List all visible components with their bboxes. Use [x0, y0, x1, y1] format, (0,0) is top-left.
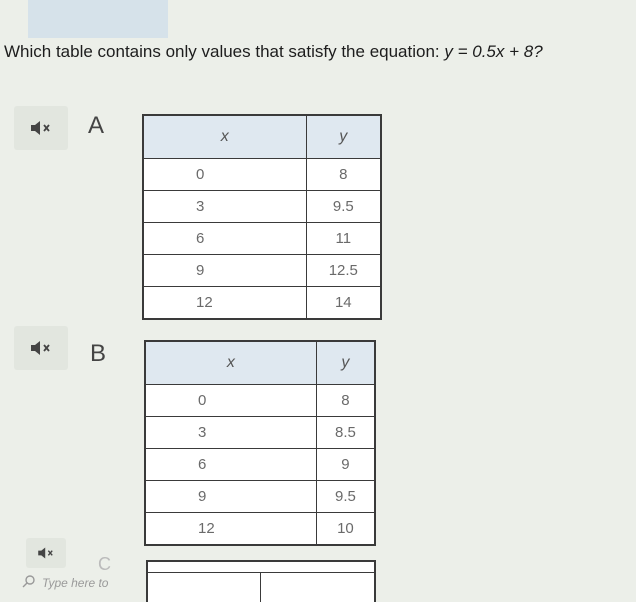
cell-y: 9.5	[306, 191, 381, 223]
cell-x: 9	[143, 255, 306, 287]
table-row	[143, 223, 381, 255]
table-row	[143, 191, 381, 223]
question-prompt: Which table contains only values that satisfy the equation:	[4, 42, 445, 61]
speaker-mute-icon	[29, 119, 53, 137]
cell-y: 8	[306, 159, 381, 191]
table-column-divider	[260, 572, 261, 602]
cell-y: 9	[316, 449, 375, 481]
table-row	[143, 159, 381, 191]
cell-x: 6	[145, 449, 316, 481]
table-row	[143, 255, 381, 287]
table-row	[143, 287, 381, 320]
cell-x: 6	[143, 223, 306, 255]
speaker-mute-icon	[29, 339, 53, 357]
option-c-label[interactable]: C	[98, 554, 111, 574]
question-text	[4, 42, 632, 62]
table-row	[145, 449, 375, 481]
cell-y: 8	[316, 385, 375, 417]
table-row	[145, 481, 375, 513]
cell-x: 9	[145, 481, 316, 513]
cell-y: 11	[306, 223, 381, 255]
option-a-table[interactable]	[142, 114, 382, 320]
table-row	[145, 417, 375, 449]
table-b-header-y: y	[316, 341, 375, 385]
option-a-label[interactable]: A	[88, 112, 105, 139]
audio-button-a[interactable]	[14, 106, 68, 150]
cell-x: 12	[145, 513, 316, 546]
table-a-header-x: x	[143, 115, 306, 159]
table-row	[145, 385, 375, 417]
audio-button-b[interactable]	[14, 326, 68, 370]
cell-y: 9.5	[316, 481, 375, 513]
cell-y: 14	[306, 287, 381, 320]
table-b-header-x: x	[145, 341, 316, 385]
search-icon	[22, 574, 36, 591]
cell-y: 10	[316, 513, 375, 546]
option-b-label[interactable]: B	[90, 340, 107, 367]
table-header-divider	[148, 572, 374, 573]
audio-button-c[interactable]	[26, 538, 66, 568]
cell-x: 0	[143, 159, 306, 191]
top-banner	[28, 0, 168, 38]
cell-x: 12	[143, 287, 306, 320]
search-placeholder: Type here to	[42, 575, 109, 590]
speaker-mute-icon	[36, 546, 56, 560]
cell-y: 12.5	[306, 255, 381, 287]
taskbar-search[interactable]	[22, 574, 108, 591]
option-b-table[interactable]	[144, 340, 376, 546]
option-c-table[interactable]	[146, 560, 376, 602]
table-row	[145, 513, 375, 546]
question-equation: y = 0.5x + 8?	[444, 42, 543, 61]
cell-x: 3	[145, 417, 316, 449]
table-a-header-y: y	[306, 115, 381, 159]
cell-x: 0	[145, 385, 316, 417]
cell-x: 3	[143, 191, 306, 223]
cell-y: 8.5	[316, 417, 375, 449]
